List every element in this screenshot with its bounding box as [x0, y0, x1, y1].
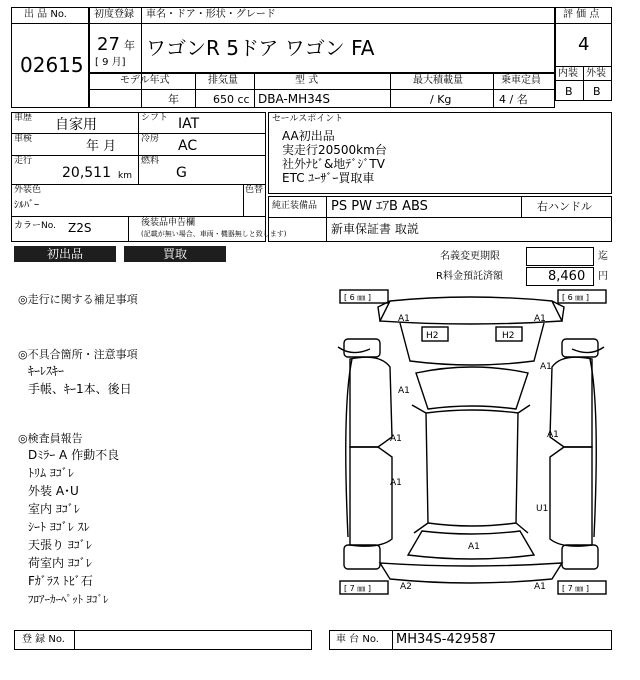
capacity-value: 4 / 名: [499, 93, 528, 106]
sales-point-label: セールスポイント: [272, 114, 344, 124]
score-value: 4: [578, 34, 590, 55]
recycle-amount: 8,460: [548, 269, 586, 284]
mark-rear-bumper-l: A2: [400, 582, 412, 592]
mark-front-bumper-r: A1: [534, 314, 546, 324]
model-year-label: モデル年式: [120, 75, 170, 86]
mark-headlight-l: H2: [426, 331, 439, 341]
mileage-value: 20,511: [62, 165, 111, 181]
ac-label: 冷房: [141, 134, 160, 144]
tire-front-right: [ 6 ㎜ ]: [562, 293, 589, 302]
color-no-label: カラーNo.: [14, 221, 56, 231]
mark-front-door-r: A1: [547, 430, 559, 440]
fuel-value: G: [176, 165, 187, 181]
recycle-label: R料金預託済額: [436, 271, 503, 282]
defect-line-2: 手帳、ｷｰ1本、後日: [28, 382, 132, 396]
inspector-line-4: 室内 ﾖｺﾞﾚ: [28, 502, 80, 516]
mark-fender-r: A1: [540, 362, 552, 372]
year-unit: 年: [124, 39, 135, 52]
color-label: 外装色: [14, 185, 42, 195]
lot-label: 出 品 No.: [24, 9, 67, 20]
sales-point-1: AA初出品: [282, 129, 335, 143]
mark-rear-bumper-r: A1: [534, 582, 546, 592]
first-reg-year: 27: [97, 34, 120, 55]
mark-quarter-r: U1: [536, 504, 549, 514]
name-change-suffix: 迄: [598, 251, 608, 262]
model-name: ワゴンR 5ドア ワゴン FA: [146, 36, 375, 60]
exterior-grade: B: [593, 85, 601, 98]
mark-front-bumper-l: A1: [398, 314, 410, 324]
name-change-label: 名義変更期限: [440, 251, 500, 262]
capacity-label: 乗車定員: [501, 75, 541, 86]
mark-rear-door-l: A1: [390, 478, 402, 488]
shift-label: シフト: [141, 113, 169, 123]
inspector-line-1: Dﾐﾗｰ A 作動不良: [28, 448, 120, 462]
aftermarket-note: (記載が無い場合、車両・機器無しと致します): [141, 230, 287, 238]
type-value: DBA-MH34S: [258, 92, 331, 106]
mark-front-door-l: A1: [390, 434, 402, 444]
sales-point-4: ETC ﾕｰｻﾞｰ買取車: [282, 171, 375, 185]
reg-no-label: 登 録 No.: [22, 634, 65, 645]
ac-value: AC: [178, 138, 198, 154]
mark-fender-l: A1: [398, 386, 410, 396]
name-change-box: [526, 247, 594, 266]
mark-headlight-r: H2: [502, 331, 515, 341]
inspector-line-9: ﾌﾛｱｰｶｰﾍﾟｯﾄ ﾖｺﾞﾚ: [28, 593, 109, 606]
inspector-line-6: 天張り ﾖｺﾞﾚ: [28, 538, 92, 552]
defect-line-1: ｷｰﾚｽｷｰ: [28, 364, 65, 378]
interior-label: 内装: [558, 68, 578, 79]
inspector-title: ◎検査員報告: [18, 432, 83, 445]
model-year-unit: 年: [168, 93, 179, 106]
inspector-line-3: 外装 A･U: [28, 484, 79, 498]
equipment-value: PS PW ｴｱB ABS: [331, 199, 428, 214]
inspection-label: 車検: [14, 134, 33, 144]
car-damage-diagram: [330, 287, 612, 619]
model-name-label: 車名・ドア・形状・グレード: [146, 9, 276, 20]
max-load-label: 最大積載量: [413, 75, 463, 86]
history-value: 自家用: [55, 117, 97, 133]
inspector-line-7: 荷室内 ﾖｺﾞﾚ: [28, 556, 92, 570]
aftermarket-label: 後装品申告欄: [141, 218, 196, 228]
shift-value: IAT: [178, 116, 200, 132]
supplement-title: ◎走行に関する補足事項: [18, 293, 138, 306]
tire-rear-right: [ 7 ㎜ ]: [562, 584, 589, 593]
max-load-value: / Kg: [430, 93, 452, 106]
first-listing-tag: 初出品: [14, 246, 116, 262]
first-reg-label: 初度登録: [94, 9, 134, 20]
fuel-label: 燃料: [141, 156, 160, 166]
equipment-label: 純正装備品: [272, 201, 318, 211]
displacement-label: 排気量: [208, 75, 238, 86]
buyback-tag: 買取: [124, 246, 226, 262]
displacement-value: 650 cc: [213, 93, 250, 106]
exterior-label: 外装: [586, 68, 606, 79]
mark-roof: A1: [468, 542, 480, 552]
type-label: 型 式: [295, 75, 319, 86]
tire-front-left: [ 6 ㎜ ]: [344, 293, 371, 302]
sales-point-2: 実走行20500km台: [282, 143, 387, 157]
color-no-value: Z2S: [68, 221, 92, 235]
recycle-unit: 円: [598, 271, 608, 282]
mileage-label: 走行: [14, 156, 33, 166]
first-reg-month: [ 9 月]: [95, 57, 126, 68]
inspector-line-8: Fｶﾞﾗｽ ﾄﾋﾞ石: [28, 574, 93, 588]
lot-number: 02615: [20, 53, 84, 77]
inspector-line-5: ｼｰﾄ ﾖｺﾞﾚ ｽﾚ: [28, 520, 90, 534]
mileage-unit: km: [118, 171, 132, 181]
color-change-label: 色替: [245, 185, 264, 195]
steering-value: 右ハンドル: [537, 200, 592, 213]
inspection-value: 年 月: [86, 139, 117, 154]
sales-point-3: 社外ﾅﾋﾞ&地ﾃﾞｼﾞTV: [282, 157, 385, 171]
history-label: 車歴: [14, 113, 33, 123]
tire-rear-left: [ 7 ㎜ ]: [344, 584, 371, 593]
warranty-value: 新車保証書 取説: [331, 222, 419, 236]
interior-grade: B: [565, 85, 573, 98]
score-label: 評 価 点: [563, 9, 600, 20]
inspector-line-2: ﾄﾘﾑ ﾖｺﾞﾚ: [28, 466, 74, 480]
chassis-no: MH34S-429587: [396, 632, 497, 647]
chassis-label: 車 台 No.: [336, 634, 379, 645]
color-value: ｼﾙﾊﾞｰ: [14, 200, 39, 211]
defect-title: ◎不具合箇所・注意事項: [18, 348, 138, 361]
